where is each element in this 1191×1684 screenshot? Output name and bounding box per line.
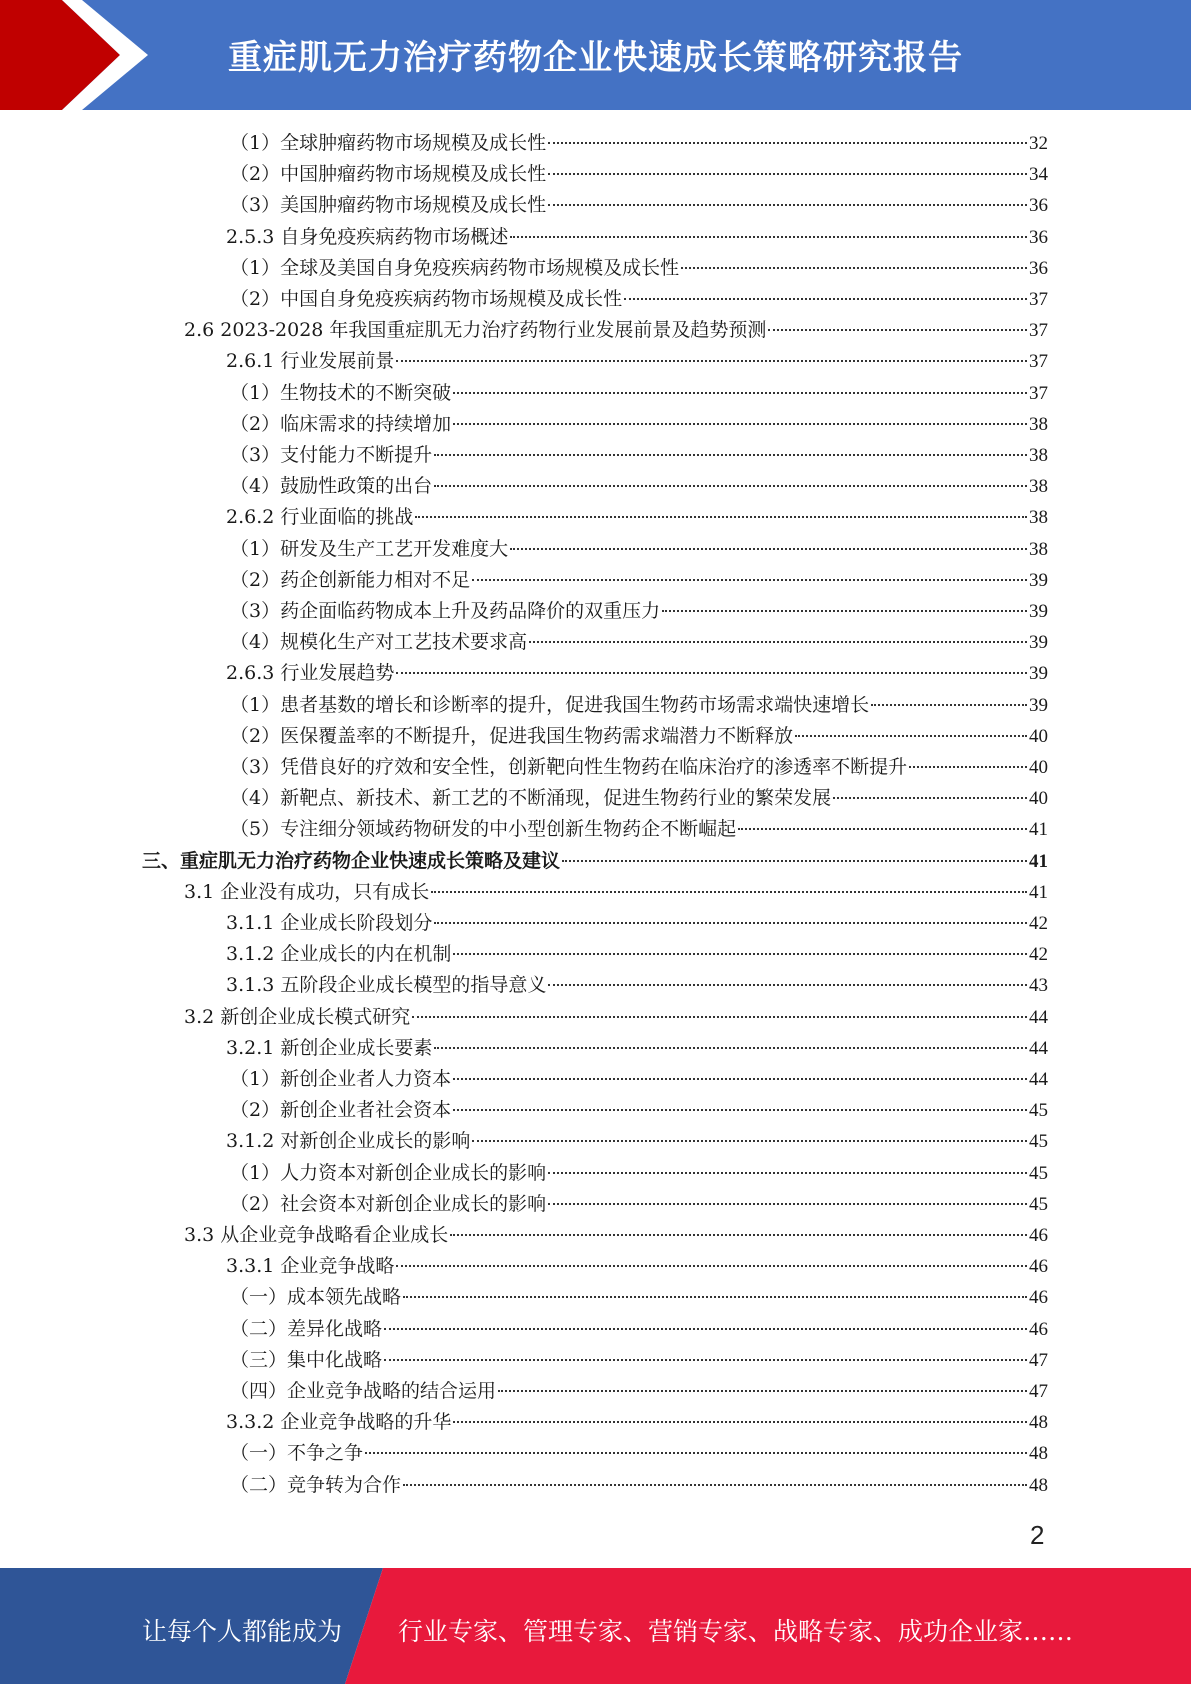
toc-entry-label: （1）患者基数的增长和诊断率的提升，促进我国生物药市场需求端快速增长: [230, 693, 870, 716]
toc-leader-dots: [434, 485, 1027, 487]
toc-entry-label: （1）新创企业者人力资本: [230, 1068, 452, 1090]
toc-entry-page: 38: [1029, 413, 1048, 435]
toc-entry-page: 39: [1029, 663, 1048, 685]
toc-entry-page: 45: [1029, 1100, 1048, 1122]
toc-entry-page: 48: [1029, 1474, 1048, 1496]
toc-entry[interactable]: [230, 253, 1048, 284]
toc-entry-page: 39: [1029, 569, 1048, 591]
toc-entry[interactable]: [230, 565, 1048, 596]
toc-leader-dots: [472, 579, 1027, 581]
toc-entry-label: （1）全球及美国自身免疫疾病药物市场规模及成长性: [230, 256, 680, 279]
toc-entry-page: 38: [1029, 507, 1048, 529]
toc-entry-page: 37: [1029, 382, 1048, 404]
toc-entry-page: 41: [1029, 819, 1048, 841]
toc-entry-label: 2.6.2 行业面临的挑战: [226, 506, 414, 529]
toc-leader-dots: [396, 1265, 1027, 1267]
toc-entry-page: 45: [1029, 1193, 1048, 1215]
toc-entry-page: 46: [1029, 1256, 1048, 1278]
toc-entry[interactable]: [230, 128, 1048, 159]
toc-leader-dots: [431, 891, 1027, 893]
toc-entry[interactable]: [184, 877, 1048, 908]
toc-entry-label: 3.1.2 对新创企业成长的影响: [226, 1130, 471, 1153]
toc-entry[interactable]: [230, 534, 1048, 565]
toc-entry-label: （4）鼓励性政策的出台: [230, 475, 433, 498]
toc-leader-dots: [450, 1234, 1027, 1236]
toc-leader-dots: [548, 984, 1027, 986]
toc-entry-label: （四）企业竞争战略的结合运用: [230, 1380, 497, 1402]
toc-entry-label: 2.6 2023-2028 年我国重症肌无力治疗药物行业发展前景及趋势预测: [184, 319, 767, 342]
toc-leader-dots: [453, 423, 1027, 425]
toc-entry[interactable]: [230, 1189, 1048, 1220]
toc-entry-label: （1）人力资本对新创企业成长的影响: [230, 1161, 547, 1184]
toc-entry-label: （2）药企创新能力相对不足: [230, 568, 471, 591]
toc-entry-page: 48: [1029, 1443, 1048, 1465]
toc-entry-label: （3）凭借良好的疗效和安全性，创新靶向性生物药在临床治疗的渗透率不断提升: [230, 756, 908, 778]
toc-entry-label: 3.3 从企业竞争战略看企业成长: [184, 1224, 449, 1246]
toc-leader-dots: [738, 828, 1027, 830]
toc-entry[interactable]: [226, 970, 1048, 1001]
toc-leader-dots: [548, 1172, 1027, 1174]
toc-entry-label: （三）集中化战略: [230, 1348, 383, 1371]
toc-entry-label: （2）新创企业者社会资本: [230, 1099, 452, 1122]
toc-leader-dots: [412, 1016, 1027, 1018]
toc-entry-page: 32: [1029, 133, 1048, 154]
toc-entry[interactable]: [226, 908, 1048, 939]
toc-entry-label: 三、重症肌无力治疗药物企业快速成长策略及建议: [142, 849, 561, 872]
toc-entry[interactable]: [230, 409, 1048, 440]
footer-slogan-right: 行业专家、管理专家、营销专家、战略专家、成功企业家……: [398, 1617, 1074, 1646]
toc-entry-label: 3.1.1 企业成长阶段划分: [226, 912, 433, 934]
toc-entry-label: （2）中国肿瘤药物市场规模及成长性: [230, 163, 547, 186]
toc-entry[interactable]: [142, 846, 1048, 877]
toc-entry-page: 42: [1029, 944, 1048, 966]
toc-leader-dots: [510, 236, 1027, 238]
toc-entry-label: 3.1.2 企业成长的内在机制: [226, 943, 452, 966]
toc-entry-page: 37: [1029, 351, 1048, 373]
toc-leader-dots: [548, 173, 1027, 175]
toc-leader-dots: [453, 1109, 1027, 1111]
toc-leader-dots: [548, 204, 1027, 206]
toc-leader-dots: [472, 1140, 1027, 1142]
toc-entry-page: 39: [1029, 694, 1048, 716]
toc-entry-label: （3）药企面临药物成本上升及药品降价的双重压力: [230, 600, 661, 622]
toc-leader-dots: [415, 516, 1027, 518]
toc-entry[interactable]: [230, 814, 1048, 845]
toc-entry-label: （2）社会资本对新创企业成长的影响: [230, 1192, 547, 1215]
toc-leader-dots: [681, 267, 1027, 269]
toc-entry[interactable]: [230, 596, 1048, 627]
toc-entry[interactable]: [230, 1345, 1048, 1376]
toc-entry[interactable]: [226, 658, 1048, 689]
toc-entry-label: 3.1.3 五阶段企业成长模型的指导意义: [226, 974, 547, 997]
toc-entry[interactable]: [226, 1033, 1048, 1064]
toc-entry-page: 44: [1029, 1006, 1048, 1028]
toc-entry-label: （1）生物技术的不断突破: [230, 381, 452, 404]
toc-entry[interactable]: [230, 1158, 1048, 1189]
toc-leader-dots: [562, 860, 1027, 862]
toc-entry[interactable]: [226, 1407, 1048, 1438]
toc-entry[interactable]: [230, 783, 1048, 814]
toc-leader-dots: [909, 766, 1027, 768]
toc-leader-dots: [548, 142, 1027, 144]
footer-banner: [0, 1568, 1191, 1684]
toc-leader-dots: [453, 1078, 1027, 1080]
toc-leader-dots: [434, 922, 1027, 924]
toc-entry[interactable]: [230, 627, 1048, 658]
toc-entry[interactable]: [230, 1064, 1048, 1095]
toc-entry-page: 37: [1029, 320, 1048, 342]
toc-entry-label: 2.6.3 行业发展趋势: [226, 662, 395, 685]
toc-leader-dots: [434, 454, 1027, 456]
toc-entry[interactable]: [230, 378, 1048, 409]
toc-entry-label: 2.5.3 自身免疫疾病药物市场概述: [226, 225, 509, 248]
toc-entry[interactable]: [230, 284, 1048, 315]
toc-entry-page: 44: [1029, 1037, 1048, 1059]
toc-entry[interactable]: [230, 1438, 1048, 1469]
toc-entry-page: 47: [1029, 1381, 1048, 1402]
toc-entry-label: （3）美国肿瘤药物市场规模及成长性: [230, 194, 547, 217]
toc-entry-page: 38: [1029, 476, 1048, 498]
toc-entry-page: 37: [1029, 289, 1048, 310]
toc-entry[interactable]: [230, 690, 1048, 721]
toc-leader-dots: [768, 329, 1027, 331]
toc-entry-page: 36: [1029, 257, 1048, 279]
toc-leader-dots: [384, 1359, 1027, 1361]
toc-leader-dots: [396, 672, 1027, 674]
toc-entry-page: 36: [1029, 226, 1048, 248]
toc-entry-label: （二）差异化战略: [230, 1317, 383, 1340]
toc-entry-label: （1）研发及生产工艺开发难度大: [230, 537, 509, 560]
toc-entry-label: （2）中国自身免疫疾病药物市场规模及成长性: [230, 288, 623, 310]
toc-entry[interactable]: [226, 1126, 1048, 1157]
toc-entry-label: （一）成本领先战略: [230, 1286, 402, 1309]
toc-leader-dots: [453, 1421, 1027, 1423]
toc-leader-dots: [795, 735, 1027, 737]
toc-entry-page: 38: [1029, 445, 1048, 466]
toc-leader-dots: [384, 1328, 1027, 1330]
toc-leader-dots: [403, 1484, 1027, 1486]
toc-entry-page: 40: [1029, 725, 1048, 747]
toc-entry-page: 38: [1029, 538, 1048, 560]
toc-entry-page: 42: [1029, 913, 1048, 934]
toc-entry[interactable]: [226, 939, 1048, 970]
toc-leader-dots: [403, 1296, 1027, 1298]
toc-entry-page: 46: [1029, 1225, 1048, 1246]
page-number: 2: [1030, 1520, 1045, 1550]
report-title: 重症肌无力治疗药物企业快速成长策略研究报告: [228, 38, 963, 78]
header-banner: [0, 0, 1191, 110]
toc-entry-page: 40: [1029, 757, 1048, 778]
toc-entry-label: 3.2 新创企业成长模式研究: [184, 1005, 411, 1028]
toc-leader-dots: [662, 610, 1027, 612]
toc-entry-label: 3.2.1 新创企业成长要素: [226, 1036, 433, 1059]
toc-entry-page: 41: [1029, 881, 1048, 903]
toc-leader-dots: [365, 1452, 1027, 1454]
toc-leader-dots: [624, 298, 1027, 300]
toc-entry-label: （2）临床需求的持续增加: [230, 412, 452, 435]
footer-slogan-left: 让每个人都能成为: [142, 1617, 343, 1646]
toc-entry-label: 3.1 企业没有成功，只有成长: [184, 880, 430, 903]
toc-entry-page: 45: [1029, 1131, 1048, 1153]
toc-entry-label: 3.3.2 企业竞争战略的升华: [226, 1411, 452, 1434]
toc-entry-label: （二）竞争转为合作: [230, 1473, 402, 1496]
toc-entry[interactable]: [230, 1095, 1048, 1126]
toc-entry[interactable]: [230, 1470, 1048, 1501]
toc-entry-label: （5）专注细分领域药物研发的中小型创新生物药企不断崛起: [230, 818, 737, 841]
toc-entry[interactable]: [230, 190, 1048, 221]
toc-leader-dots: [434, 1047, 1027, 1049]
toc-entry-page: 34: [1029, 164, 1048, 186]
toc-entry-page: 43: [1029, 975, 1048, 997]
toc-leader-dots: [498, 1390, 1027, 1392]
toc-entry[interactable]: [230, 721, 1048, 752]
toc-leader-dots: [453, 953, 1027, 955]
toc-entry[interactable]: [184, 1002, 1048, 1033]
toc-entry-page: 48: [1029, 1412, 1048, 1434]
toc-entry[interactable]: [184, 1220, 1048, 1251]
toc-entry-label: （1）全球肿瘤药物市场规模及成长性: [230, 132, 547, 154]
toc-entry-page: 40: [1029, 788, 1048, 810]
toc-entry-page: 46: [1029, 1287, 1048, 1309]
toc-entry-page: 39: [1029, 601, 1048, 622]
toc-entry-page: 45: [1029, 1162, 1048, 1184]
toc-entry[interactable]: [230, 1282, 1048, 1313]
toc-leader-dots: [548, 1203, 1027, 1205]
toc-leader-dots: [396, 360, 1027, 362]
toc-entry[interactable]: [226, 346, 1048, 377]
toc-entry-page: 46: [1029, 1318, 1048, 1340]
toc-entry-label: 2.6.1 行业发展前景: [226, 350, 395, 373]
toc-entry-page: 36: [1029, 195, 1048, 217]
toc-entry[interactable]: [230, 159, 1048, 190]
toc-entry[interactable]: [230, 440, 1048, 471]
toc-leader-dots: [510, 548, 1027, 550]
toc-entry-label: （2）医保覆盖率的不断提升，促进我国生物药需求端潜力不断释放: [230, 724, 794, 747]
toc-entry-label: （4）新靶点、新技术、新工艺的不断涌现，促进生物药行业的繁荣发展: [230, 787, 832, 810]
toc-entry[interactable]: [184, 315, 1048, 346]
toc-entry-label: （3）支付能力不断提升: [230, 444, 433, 466]
toc-entry-label: 3.3.1 企业竞争战略: [226, 1255, 395, 1278]
toc-entry-page: 39: [1029, 632, 1048, 654]
toc-entry[interactable]: [230, 471, 1048, 502]
toc-leader-dots: [833, 797, 1027, 799]
toc-entry[interactable]: [226, 1251, 1048, 1282]
toc-entry-label: （一）不争之争: [230, 1442, 364, 1465]
toc-entry[interactable]: [230, 1314, 1048, 1345]
toc-entry[interactable]: [230, 1376, 1048, 1407]
toc-leader-dots: [529, 641, 1027, 643]
toc-entry[interactable]: [226, 502, 1048, 533]
toc-entry[interactable]: [226, 222, 1048, 253]
toc-entry-page: 41: [1029, 850, 1048, 872]
toc-leader-dots: [871, 704, 1027, 706]
toc-entry-page: 47: [1029, 1349, 1048, 1371]
toc-entry[interactable]: [230, 752, 1048, 783]
toc-leader-dots: [453, 392, 1027, 394]
toc-entry-page: 44: [1029, 1069, 1048, 1090]
toc-entry-label: （4）规模化生产对工艺技术要求高: [230, 631, 528, 654]
